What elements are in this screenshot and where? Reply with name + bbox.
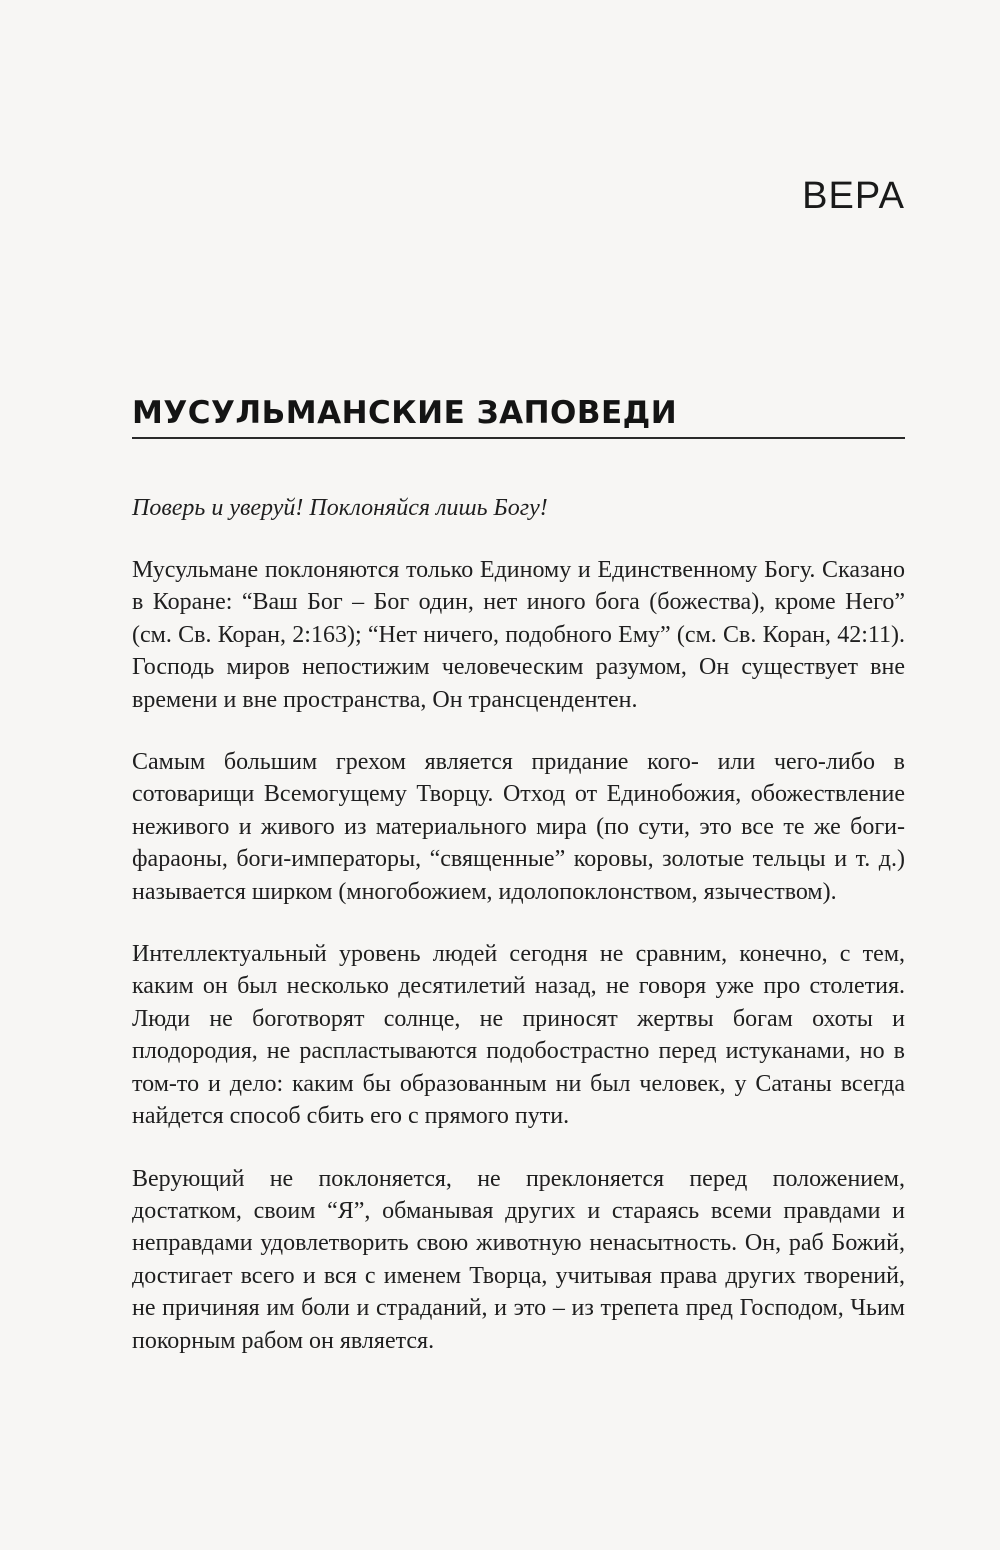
- section-title: МУСУЛЬМАНСКИЕ ЗАПОВЕДИ: [132, 395, 905, 439]
- paragraph-1: Мусульмане поклоняются только Единому и Единственному Богу. Сказано в Коране: “Ваш Бог – Бог один, нет иного бога (божества), кроме Него” (см. Св. Коран, 2:163); “Нет ничего, подобного Ему” (см. Св. Коран, 42:11). Господь миров непостижим человеческим разумом, Он существует вне времени и вне пространства, Он трансцендентен.: [132, 557, 905, 713]
- epigraph: Поверь и уверуй! Поклоняйся лишь Богу!: [132, 495, 548, 521]
- chapter-title: ВЕРА: [802, 175, 905, 217]
- body-text: [132, 492, 905, 1387]
- paragraph-2: Самым большим грехом является придание кого- или чего-либо в сотоварищи Всемогущему Творцу. Отход от Единобожия, обожествление неживого и живого из материального мира (по сути, это все те же боги-фараоны, боги-императоры, “священные” коровы, золотые тельцы и т. д.) называется ширком (многобожием, идолопоклонством, язычеством).: [132, 749, 905, 905]
- paragraph-4: Верующий не поклоняется, не преклоняется перед положением, достатком, своим “Я”, обманывая других и стараясь всеми правдами и неправдами удовлетворить свою животную ненасытность. Он, раб Божий, достигает всего и вся с именем Творца, учитывая права других творений, не причиняя им боли и страданий, и это – из трепета пред Господом, Чьим покорным рабом он является.: [132, 1165, 905, 1354]
- paragraph-3: Интеллектуальный уровень людей сегодня не сравним, конечно, с тем, каким он был несколько десятилетий назад, не говоря уже про столетия. Люди не боготворят солнце, не приносят жертвы богам охоты и плодородия, не распластываются подобострастно перед истуканами, но в том-то и дело: каким бы образованным ни был человек, у Сатаны всегда найдется способ сбить его с прямого пути.: [132, 941, 905, 1130]
